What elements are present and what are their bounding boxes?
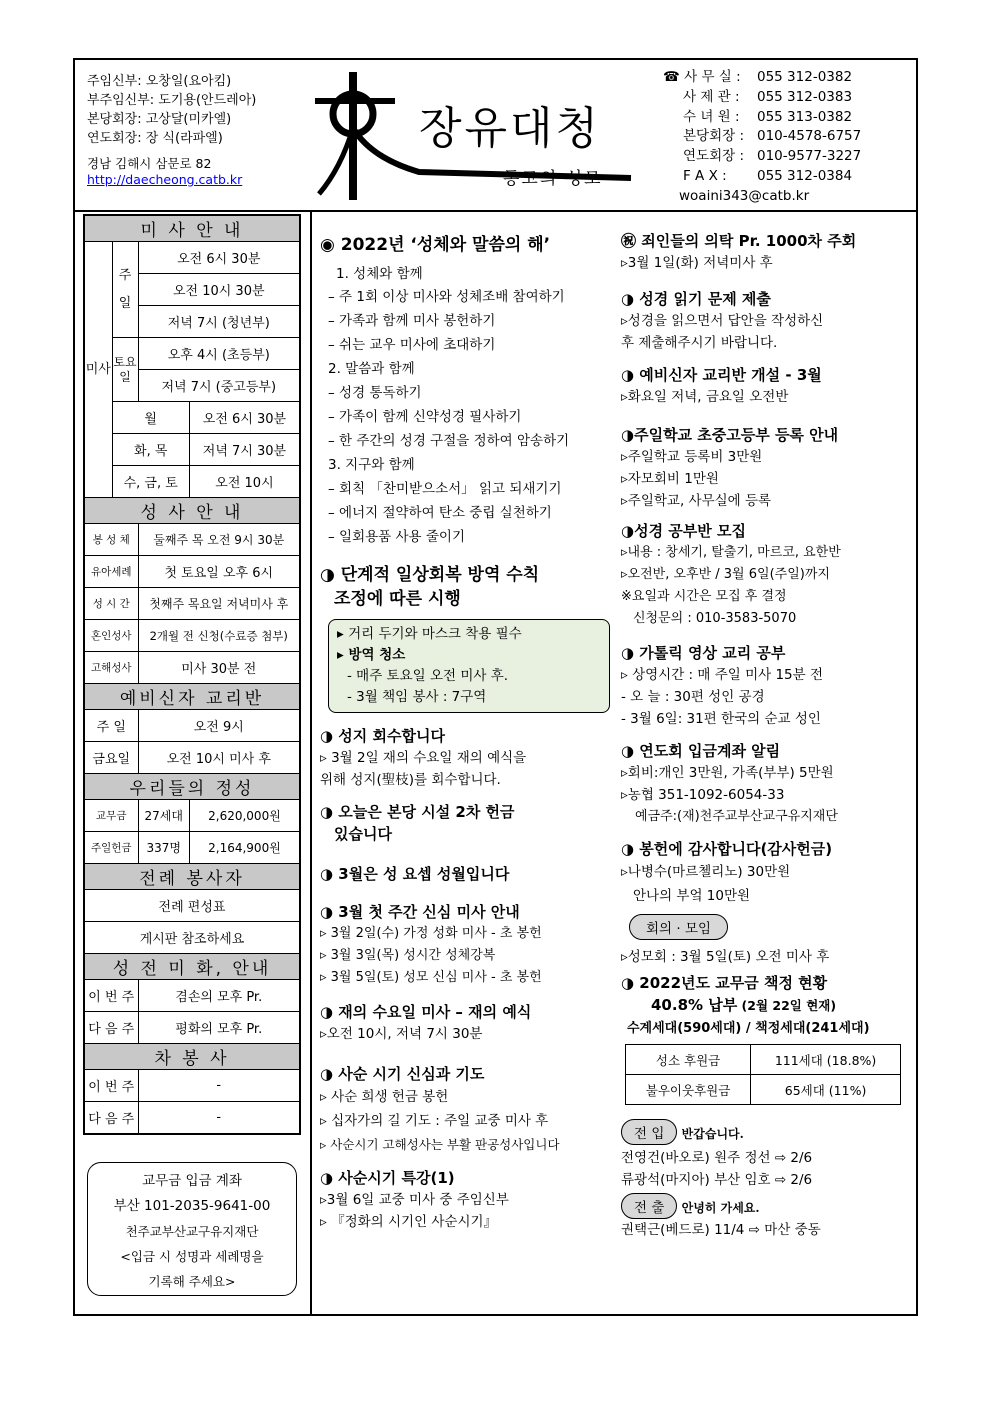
thanks-item: ▹나병수(마르첼리노) 30만원 [621,864,791,880]
sacrament-desc: 둘째주 목 오전 9시 30분 [138,524,300,556]
church-url-link[interactable]: http://daecheong.catb.kr [87,172,243,187]
dues-date: (2월 22일 현재) [741,998,837,1013]
sunday-time: 오전 6시 30분 [138,242,300,274]
contact-list [663,68,913,207]
sacrament-name: 봉 성 체 [84,524,138,556]
clergy-info [87,72,307,188]
year-item: – 주 1회 이상 미사와 성체조배 참여하기 [328,289,565,305]
transfer-out-pill: 전 출 [621,1193,677,1219]
first-week-item: ▹ 3월 5일(토) 성모 신심 미사 - 초 봉헌 [320,970,542,985]
contact-row: 수 녀 원 : 055 313-0382 [683,108,853,125]
dues-value: 65세대 (11%) [751,1075,901,1105]
welcome-text: 반갑습니다. [681,1127,744,1141]
palm-text: 위해 성지(聖枝)를 회수합니다. [320,772,501,788]
account-note: 기록해 주세요> [148,1274,236,1289]
sacrament-desc: 2개월 전 신청(수료증 첨부) [138,620,300,652]
transfer-text: 류광석(마지아) 부산 임호 ⇨ 2/6 [621,1172,813,1188]
year-item: 1. 성체와 함께 [336,266,423,282]
sacraments-section-title: 성 사 안 내 [84,498,300,524]
saturday-time: 저녁 7시 (중고등부) [138,370,300,402]
song-section-title: 성 전 미 화, 안내 [84,954,300,980]
transfer-out-text: 권택근(베드로) 11/4 ⇨ 마산 중동 [621,1222,821,1238]
thanks-item: 안나의 부엌 10만원 [633,888,751,904]
transfer-out-row [621,1193,911,1219]
church-address: 경남 김해시 삼문로 82 [87,156,212,171]
year-item: – 성경 통독하기 [328,385,422,401]
song-value: 평화의 모후 Pr. [138,1012,300,1044]
sacrament-desc: 미사 30분 전 [138,652,300,684]
video-item: - 오 늘 : 30편 성인 공경 [621,689,765,705]
year-item: 2. 말씀과 함께 [328,361,415,377]
catechumen-day: 금요일 [84,742,138,774]
year-item: – 회칙 「찬미받으소서」 읽고 되새기기 [328,481,562,497]
first-week-item: ▹ 3월 3일(목) 성시간 성체강복 [320,948,496,963]
weekday-day: 수, 금, 토 [112,466,189,498]
bulletin-title: 장유대청 [419,103,602,154]
video-catechism-title: ◑ 가톨릭 영상 교리 공부 [621,644,786,662]
lent-item: ▹ 사순 희생 헌금 봉헌 [320,1089,449,1105]
clergy-line: 본당회장: 고상달(미카엘) [87,112,232,127]
column-divider [310,212,312,1316]
year-item: – 에너지 절약하여 탄소 중립 실천하기 [328,505,552,521]
dues-value: 111세대 (18.8%) [751,1045,901,1075]
covid-line: ▸ 거리 두기와 마스크 착용 필수 [337,626,522,642]
bulletin-page [73,58,918,1316]
bulletin-header [75,60,916,212]
contact-row: 연도회장 : 010-9577-3227 [683,148,862,165]
dues-table [625,1044,901,1105]
weekday-time: 저녁 7시 30분 [189,434,300,466]
covid-line: - 3월 책임 봉사 : 7구역 [347,689,487,705]
saturday-label: 토요일 [112,338,138,402]
song-week: 다 음 주 [84,1012,138,1044]
farewell-text: 안녕히 가세요. [681,1201,760,1215]
dues-name: 불우이웃후원금 [626,1075,751,1105]
bible-quiz-text: 후 제출해주시기 바랍니다. [621,335,778,351]
year-item: – 쉬는 교우 미사에 초대하기 [328,337,496,353]
rosary-text: ▹3월 1일(화) 저녁미사 후 [621,255,773,271]
meeting-text: ▹성모회 : 3월 5일(토) 오전 미사 후 [621,949,830,965]
liturgy-line: 게시판 참조하세요 [84,922,300,954]
account-title: 교무금 입금 계좌 [142,1173,242,1189]
clergy-line: 부주임신부: 도기용(안드레아) [87,93,257,108]
bulletin-subtitle: 통고의 성모 [503,169,603,189]
rosary-title: ㊗ 죄인들의 의탁 Pr. 1000차 주회 [621,232,857,250]
year-item: – 한 주간의 성경 구절을 정하여 암송하기 [328,433,570,449]
transfer-in-text: 전영건(바오로) 원주 정선 ⇨ 2/6 [621,1150,813,1166]
account-box [87,1162,297,1296]
weekday-time: 오전 6시 30분 [189,402,300,434]
yeondo-title: ◑ 연도회 입금계좌 알림 [621,742,781,760]
bible-study-title: ◑성경 공부반 모집 [621,522,746,540]
year-item: – 일회용품 사용 줄이기 [328,529,465,545]
catechism-title: ◑ 예비신자 교리반 개설 - 3월 [621,366,822,384]
transfer-in-row [621,1119,911,1145]
transfer-in-pill: 전 입 [621,1119,677,1145]
palm-title: ◑ 성지 회수합니다 [320,727,445,745]
covid-title: 조정에 따른 시행 [334,589,461,609]
liturgy-section-title: 전례 봉사자 [84,864,300,890]
sunday-time: 오전 10시 30분 [138,274,300,306]
account-number: 부산 101-2035-9641-00 [113,1198,271,1214]
sacrament-name: 고해성사 [84,652,138,684]
offering-amount: 2,620,000원 [189,800,300,832]
clergy-line: 주임신부: 오창일(요아킴) [87,74,232,89]
sidebar [83,214,301,1289]
email-address[interactable]: woaini343@catb.kr [679,187,810,204]
dues-percent: 40.8% 납부 [651,996,738,1014]
car-value: - [138,1102,300,1134]
covid-line: ▸ 방역 청소 [337,647,406,663]
ash-wednesday-text: ▹오전 10시, 저녁 7시 30분 [320,1026,483,1042]
contact-row: 사 제 관 : 055 312-0383 [683,88,853,105]
right-column [621,230,911,1241]
covid-title: ◑ 단계적 일상회복 방역 수칙 [320,565,540,585]
dues-households: 수계세대(590세대) / 책정세대(241세대) [627,1021,870,1036]
covid-notice-box [328,619,610,713]
dues-name: 성소 후원금 [626,1045,751,1075]
year-item: – 가족이 함께 신약성경 필사하기 [328,409,522,425]
car-week: 다 음 주 [84,1102,138,1134]
clergy-line: 연도회장: 장 식(라파엘) [87,131,223,146]
offering-section-title: 우리들의 정성 [84,774,300,800]
video-item: ▹ 상영시간 : 매 주일 미사 15분 전 [621,667,823,683]
catechumen-day: 주 일 [84,710,138,742]
offering-amount: 2,164,900원 [189,832,300,864]
year-item: – 가족과 함께 미사 봉헌하기 [328,313,496,329]
schedule-table [83,214,301,1135]
first-week-item: ▹ 3월 2일(수) 가정 성화 미사 - 초 봉헌 [320,926,542,941]
video-item: - 3월 6일: 31편 한국의 순교 성인 [621,711,821,727]
palm-text: ▹ 3월 2일 재의 수요일 재의 예식을 [320,750,527,766]
song-value: 겸손의 모후 Pr. [138,980,300,1012]
sunday-time: 저녁 7시 (청년부) [138,306,300,338]
middle-column [320,230,620,1233]
lecture-title: ◑ 사순시기 특강(1) [320,1169,455,1187]
dues-status [621,994,911,1018]
bible-study-item: ※요일과 시간은 모집 후 결정 [621,589,787,604]
bible-quiz-text: ▹성경을 읽으면서 답안을 작성하신 [621,313,824,329]
lecture-item: ▹3월 6일 교중 미사 중 주임신부 [320,1192,509,1208]
bible-study-item: ▹내용 : 창세기, 탈출기, 마르코, 요한반 [621,545,841,560]
weekday-day: 화, 목 [112,434,189,466]
song-week: 이 번 주 [84,980,138,1012]
yeondo-item: 예금주:(재)천주교부산교구유지재단 [635,809,838,824]
joseph-month-title: ◑ 3월은 성 요셉 성월입니다 [320,865,510,883]
offering-name: 주일헌금 [84,832,138,864]
sacrament-desc: 첫 토요일 오후 6시 [138,556,300,588]
bible-study-item: 신청문의 : 010-3583-5070 [633,611,797,626]
car-week: 이 번 주 [84,1070,138,1102]
bible-quiz-title: ◑ 성경 읽기 문제 제출 [621,290,771,308]
sunday-school-item: ▹자모회비 1만원 [621,471,719,487]
sacrament-name: 유아세례 [84,556,138,588]
lent-item: ▹ 사순시기 고해성사는 부활 판공성사입니다 [320,1137,560,1152]
lecture-item: ▹ 『정화의 시기인 사순시기』 [320,1214,498,1230]
catechism-text: ▹화요일 저녁, 금요일 오전반 [621,389,789,405]
church-logo [311,68,651,208]
offering-count: 337명 [138,832,189,864]
second-collection-title: ◑ 오늘은 본당 시설 2차 헌금 [320,803,515,821]
weekday-time: 오전 10시 [189,466,300,498]
account-holder: 천주교부산교구유지재단 [125,1224,259,1239]
car-section-title: 차 봉 사 [84,1044,300,1070]
contact-row: 본당회장 : 010-4578-6757 [683,128,862,145]
first-week-title: ◑ 3월 첫 주간 신심 미사 안내 [320,903,520,921]
year-item: 3. 지구와 함께 [328,457,415,473]
sunday-school-title: ◑주일학교 초중고등부 등록 안내 [621,426,839,444]
sacrament-desc: 첫째주 목요일 저녁미사 후 [138,588,300,620]
bible-study-item: ▹오전반, 오후반 / 3월 6일(주일)까지 [621,567,830,582]
sunday-school-item: ▹주일학교, 사무실에 등록 [621,493,772,509]
second-collection-title: 있습니다 [334,825,392,843]
year-theme-title: ◉ 2022년 ‘성체와 말씀의 해’ [320,235,551,255]
contact-row: F A X : 055 312-0384 [683,167,853,184]
offering-count: 27세대 [138,800,189,832]
lent-title: ◑ 사순 시기 신심과 기도 [320,1065,485,1083]
catechumen-time: 오전 10시 미사 후 [138,742,300,774]
dues-title: ◑ 2022년도 교무금 책정 현황 [621,974,828,992]
sunday-school-item: ▹주일학교 등록비 3만원 [621,449,763,465]
catechumen-section-title: 예비신자 교리반 [84,684,300,710]
weekday-day: 월 [112,402,189,434]
ash-wednesday-title: ◑ 재의 수요일 미사 – 재의 예식 [320,1003,532,1021]
liturgy-line: 전례 편성표 [84,890,300,922]
catechumen-time: 오전 9시 [138,710,300,742]
sacrament-name: 혼인성사 [84,620,138,652]
covid-line: - 매주 토요일 오전 미사 후. [347,668,509,684]
sunday-label: 주일 [112,242,138,338]
yeondo-item: ▹농협 351-1092-6054-33 [621,787,785,803]
car-value: - [138,1070,300,1102]
account-note: <입금 시 성명과 세례명을 [120,1249,264,1264]
mass-label: 미사 [84,242,112,498]
contact-row: ☎ 사 무 실 : 055 312-0382 [663,69,853,85]
offering-name: 교무금 [84,800,138,832]
saturday-time: 오후 4시 (초등부) [138,338,300,370]
lent-item: ▹ 십자가의 길 기도 : 주일 교중 미사 후 [320,1113,549,1129]
mass-section-title: 미 사 안 내 [84,215,300,242]
yeondo-item: ▹회비:개인 3만원, 가족(부부) 5만원 [621,765,834,781]
sacrament-name: 성 시 간 [84,588,138,620]
meeting-pill: 회의 · 모임 [629,914,728,940]
thanks-title: ◑ 봉헌에 감사합니다(감사헌금) [621,840,833,858]
